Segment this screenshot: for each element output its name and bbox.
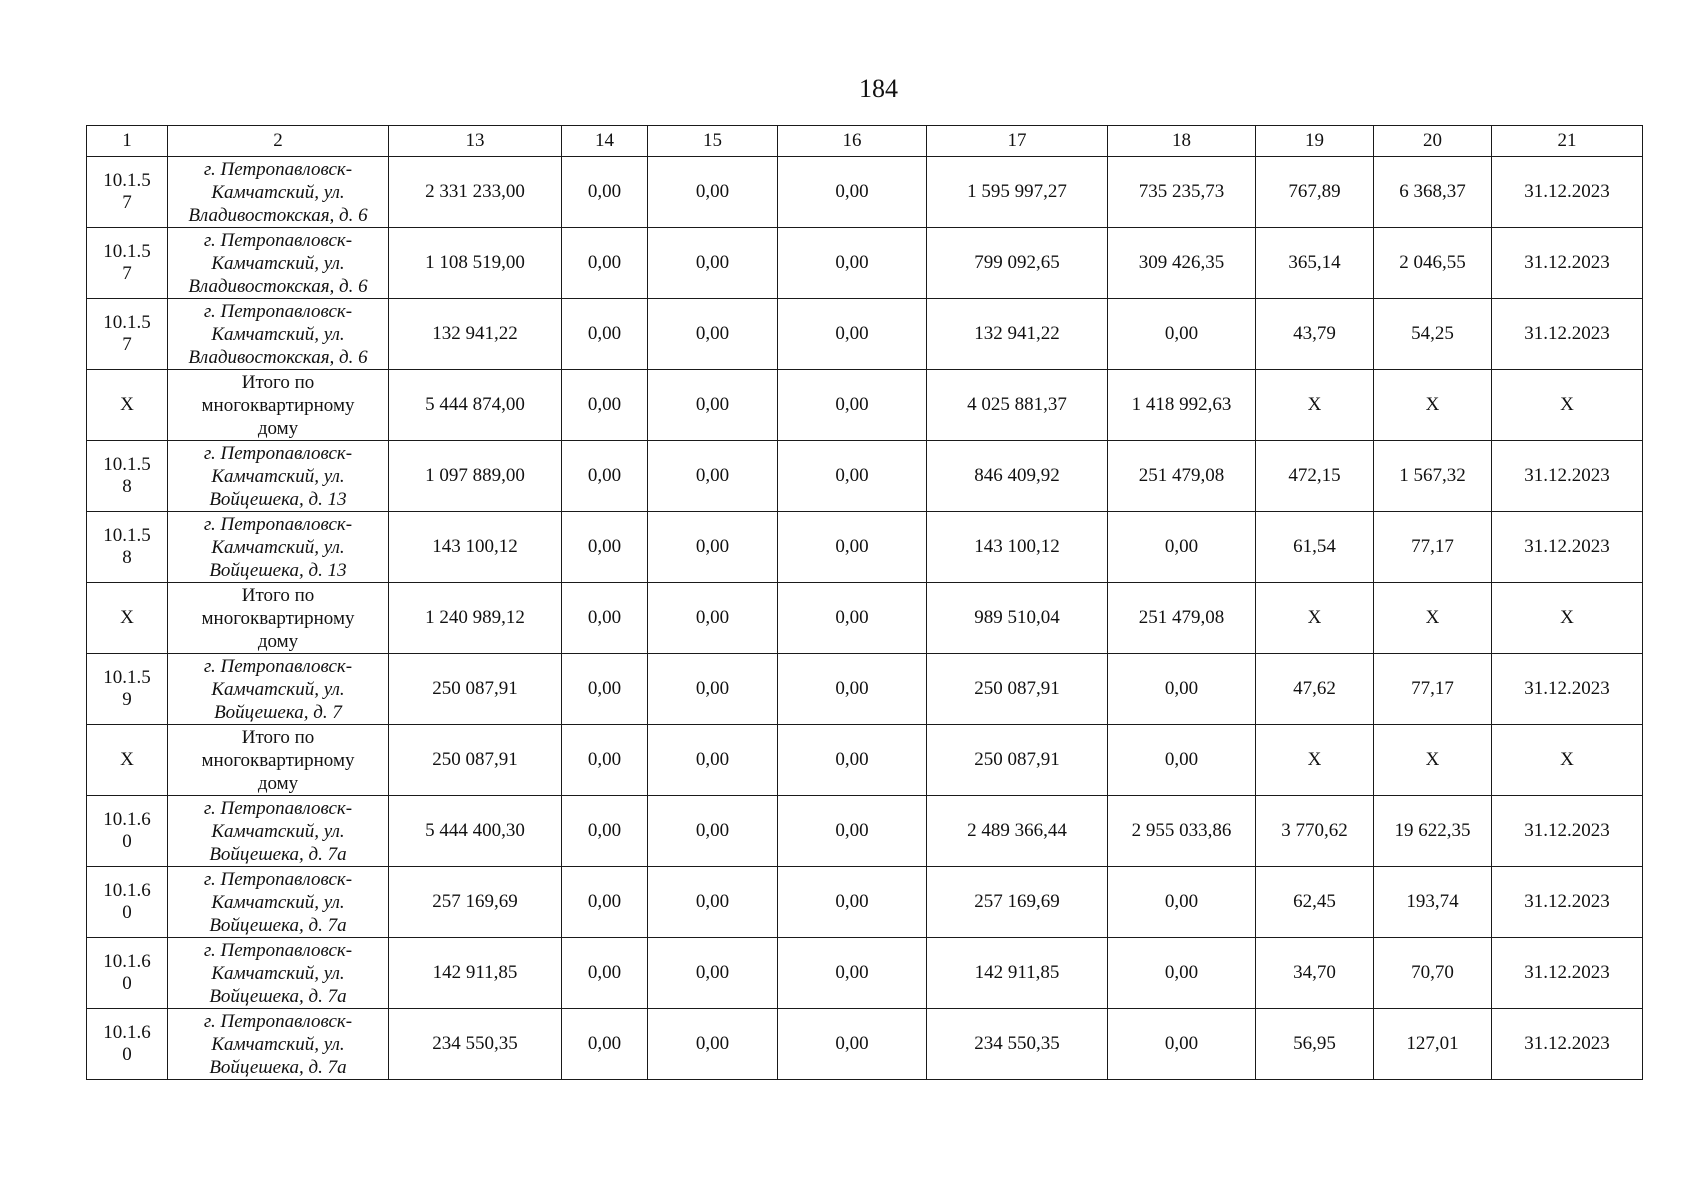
value-cell: 1 097 889,00 bbox=[389, 441, 562, 512]
value-cell: 31.12.2023 bbox=[1492, 867, 1643, 938]
row-number: 10.1.6 0 bbox=[103, 809, 151, 852]
table-row bbox=[87, 938, 1643, 1009]
column-header: 14 bbox=[562, 126, 648, 157]
value-cell: X bbox=[1256, 583, 1374, 654]
row-number: 10.1.5 7 bbox=[103, 170, 151, 213]
value-cell: 309 426,35 bbox=[1108, 228, 1256, 299]
value-cell: 0,00 bbox=[562, 370, 648, 441]
row-number: X bbox=[120, 394, 134, 415]
value-cell: 142 911,85 bbox=[927, 938, 1108, 1009]
value-cell: 0,00 bbox=[1108, 654, 1256, 725]
address-text: Итого по многоквартирному дому bbox=[201, 726, 355, 794]
row-number: 10.1.5 9 bbox=[103, 667, 151, 710]
value-cell: 0,00 bbox=[562, 157, 648, 228]
column-header: 1 bbox=[87, 126, 168, 157]
value-cell: 846 409,92 bbox=[927, 441, 1108, 512]
address-text: г. Петропавловск- Камчатский, ул. Владивостокская, д. 6 bbox=[188, 229, 368, 297]
value-cell: 0,00 bbox=[648, 867, 778, 938]
value-cell: 54,25 bbox=[1374, 299, 1492, 370]
value-cell: 1 418 992,63 bbox=[1108, 370, 1256, 441]
header-row bbox=[87, 126, 1643, 157]
value-cell: 2 955 033,86 bbox=[1108, 796, 1256, 867]
value-cell: 77,17 bbox=[1374, 512, 1492, 583]
row-number: 10.1.5 7 bbox=[103, 241, 151, 284]
value-cell: 0,00 bbox=[1108, 512, 1256, 583]
table-row bbox=[87, 796, 1643, 867]
address-text: г. Петропавловск- Камчатский, ул. Владивостокская, д. 6 bbox=[188, 300, 368, 368]
value-cell: 0,00 bbox=[562, 1009, 648, 1080]
value-cell: 250 087,91 bbox=[927, 654, 1108, 725]
value-cell: 251 479,08 bbox=[1108, 441, 1256, 512]
row-number-cell bbox=[87, 512, 168, 583]
value-cell: 0,00 bbox=[778, 938, 927, 1009]
value-cell: 47,62 bbox=[1256, 654, 1374, 725]
value-cell: 0,00 bbox=[1108, 938, 1256, 1009]
address-cell bbox=[168, 654, 389, 725]
value-cell: 31.12.2023 bbox=[1492, 512, 1643, 583]
row-number-cell bbox=[87, 1009, 168, 1080]
value-cell: 0,00 bbox=[648, 796, 778, 867]
value-cell: 735 235,73 bbox=[1108, 157, 1256, 228]
address-text: г. Петропавловск- Камчатский, ул. Владивостокская, д. 6 bbox=[188, 158, 368, 226]
table-row bbox=[87, 654, 1643, 725]
value-cell: 250 087,91 bbox=[927, 725, 1108, 796]
row-number: X bbox=[120, 607, 134, 628]
row-number: 10.1.6 0 bbox=[103, 951, 151, 994]
value-cell: 4 025 881,37 bbox=[927, 370, 1108, 441]
row-number-cell bbox=[87, 370, 168, 441]
value-cell: 6 368,37 bbox=[1374, 157, 1492, 228]
table-row bbox=[87, 512, 1643, 583]
value-cell: 767,89 bbox=[1256, 157, 1374, 228]
address-cell bbox=[168, 583, 389, 654]
row-number: 10.1.5 8 bbox=[103, 525, 151, 568]
value-cell: 77,17 bbox=[1374, 654, 1492, 725]
table-row bbox=[87, 299, 1643, 370]
address-cell bbox=[168, 512, 389, 583]
value-cell: 0,00 bbox=[648, 441, 778, 512]
column-header: 19 bbox=[1256, 126, 1374, 157]
value-cell: 0,00 bbox=[562, 299, 648, 370]
table-body bbox=[87, 157, 1643, 1080]
address-cell bbox=[168, 1009, 389, 1080]
value-cell: 5 444 874,00 bbox=[389, 370, 562, 441]
value-cell: 0,00 bbox=[562, 867, 648, 938]
address-text: г. Петропавловск- Камчатский, ул. Войцешека, д. 13 bbox=[203, 513, 353, 581]
row-number-cell bbox=[87, 583, 168, 654]
value-cell: 0,00 bbox=[1108, 1009, 1256, 1080]
column-header: 17 bbox=[927, 126, 1108, 157]
address-cell bbox=[168, 370, 389, 441]
value-cell: 2 046,55 bbox=[1374, 228, 1492, 299]
value-cell: 234 550,35 bbox=[927, 1009, 1108, 1080]
value-cell: 0,00 bbox=[648, 938, 778, 1009]
value-cell: 799 092,65 bbox=[927, 228, 1108, 299]
value-cell: 31.12.2023 bbox=[1492, 299, 1643, 370]
value-cell: X bbox=[1492, 583, 1643, 654]
data-table bbox=[86, 125, 1643, 1080]
value-cell: 250 087,91 bbox=[389, 654, 562, 725]
column-header: 13 bbox=[389, 126, 562, 157]
value-cell: 0,00 bbox=[562, 796, 648, 867]
value-cell: 0,00 bbox=[778, 157, 927, 228]
row-number: 10.1.6 0 bbox=[103, 880, 151, 923]
address-text: г. Петропавловск- Камчатский, ул. Войцешека, д. 7а bbox=[203, 868, 353, 936]
column-header: 15 bbox=[648, 126, 778, 157]
value-cell: 31.12.2023 bbox=[1492, 654, 1643, 725]
value-cell: 31.12.2023 bbox=[1492, 796, 1643, 867]
row-number: 10.1.5 7 bbox=[103, 312, 151, 355]
value-cell: 61,54 bbox=[1256, 512, 1374, 583]
value-cell: 143 100,12 bbox=[927, 512, 1108, 583]
value-cell: 31.12.2023 bbox=[1492, 441, 1643, 512]
table-row bbox=[87, 725, 1643, 796]
table-header bbox=[87, 126, 1643, 157]
value-cell: 472,15 bbox=[1256, 441, 1374, 512]
address-cell bbox=[168, 725, 389, 796]
value-cell: 19 622,35 bbox=[1374, 796, 1492, 867]
column-header: 20 bbox=[1374, 126, 1492, 157]
table-row bbox=[87, 1009, 1643, 1080]
value-cell: X bbox=[1374, 583, 1492, 654]
value-cell: 0,00 bbox=[648, 583, 778, 654]
value-cell: X bbox=[1374, 725, 1492, 796]
value-cell: 56,95 bbox=[1256, 1009, 1374, 1080]
row-number-cell bbox=[87, 299, 168, 370]
value-cell: X bbox=[1374, 370, 1492, 441]
table-row bbox=[87, 583, 1643, 654]
row-number-cell bbox=[87, 867, 168, 938]
value-cell: 5 444 400,30 bbox=[389, 796, 562, 867]
address-cell bbox=[168, 867, 389, 938]
address-cell bbox=[168, 796, 389, 867]
value-cell: 0,00 bbox=[648, 228, 778, 299]
row-number-cell bbox=[87, 938, 168, 1009]
value-cell: 0,00 bbox=[562, 228, 648, 299]
value-cell: 62,45 bbox=[1256, 867, 1374, 938]
column-header: 21 bbox=[1492, 126, 1643, 157]
value-cell: 0,00 bbox=[1108, 725, 1256, 796]
table-row bbox=[87, 370, 1643, 441]
row-number-cell bbox=[87, 441, 168, 512]
value-cell: 0,00 bbox=[648, 1009, 778, 1080]
value-cell: 251 479,08 bbox=[1108, 583, 1256, 654]
value-cell: 142 911,85 bbox=[389, 938, 562, 1009]
value-cell: 127,01 bbox=[1374, 1009, 1492, 1080]
value-cell: 2 331 233,00 bbox=[389, 157, 562, 228]
value-cell: 0,00 bbox=[648, 299, 778, 370]
address-text: г. Петропавловск- Камчатский, ул. Войцешека, д. 13 bbox=[203, 442, 353, 510]
value-cell: 0,00 bbox=[1108, 867, 1256, 938]
value-cell: 0,00 bbox=[562, 512, 648, 583]
value-cell: 132 941,22 bbox=[927, 299, 1108, 370]
value-cell: 0,00 bbox=[648, 654, 778, 725]
value-cell: 0,00 bbox=[562, 441, 648, 512]
value-cell: 0,00 bbox=[1108, 299, 1256, 370]
value-cell: 31.12.2023 bbox=[1492, 938, 1643, 1009]
value-cell: 193,74 bbox=[1374, 867, 1492, 938]
table-row bbox=[87, 867, 1643, 938]
value-cell: 143 100,12 bbox=[389, 512, 562, 583]
value-cell: 31.12.2023 bbox=[1492, 228, 1643, 299]
row-number-cell bbox=[87, 157, 168, 228]
value-cell: 2 489 366,44 bbox=[927, 796, 1108, 867]
value-cell: 0,00 bbox=[562, 654, 648, 725]
value-cell: 0,00 bbox=[648, 157, 778, 228]
address-cell bbox=[168, 299, 389, 370]
column-header: 18 bbox=[1108, 126, 1256, 157]
row-number-cell bbox=[87, 654, 168, 725]
value-cell: 0,00 bbox=[778, 228, 927, 299]
value-cell: 0,00 bbox=[648, 512, 778, 583]
column-header: 16 bbox=[778, 126, 927, 157]
value-cell: 0,00 bbox=[778, 299, 927, 370]
value-cell: 31.12.2023 bbox=[1492, 1009, 1643, 1080]
value-cell: 1 108 519,00 bbox=[389, 228, 562, 299]
address-text: г. Петропавловск- Камчатский, ул. Войцешека, д. 7а bbox=[203, 939, 353, 1007]
value-cell: 257 169,69 bbox=[927, 867, 1108, 938]
value-cell: 0,00 bbox=[778, 583, 927, 654]
value-cell: 0,00 bbox=[778, 867, 927, 938]
value-cell: 0,00 bbox=[778, 512, 927, 583]
value-cell: 0,00 bbox=[778, 796, 927, 867]
address-text: Итого по многоквартирному дому bbox=[201, 584, 355, 652]
value-cell: 1 595 997,27 bbox=[927, 157, 1108, 228]
value-cell: 234 550,35 bbox=[389, 1009, 562, 1080]
value-cell: 0,00 bbox=[778, 441, 927, 512]
address-cell bbox=[168, 157, 389, 228]
address-text: г. Петропавловск- Камчатский, ул. Войцешека, д. 7а bbox=[203, 1010, 353, 1078]
row-number-cell bbox=[87, 796, 168, 867]
address-text: Итого по многоквартирному дому bbox=[201, 371, 355, 439]
value-cell: X bbox=[1492, 370, 1643, 441]
table-row bbox=[87, 441, 1643, 512]
row-number: 10.1.5 8 bbox=[103, 454, 151, 497]
value-cell: 1 567,32 bbox=[1374, 441, 1492, 512]
value-cell: 1 240 989,12 bbox=[389, 583, 562, 654]
value-cell: 0,00 bbox=[562, 725, 648, 796]
value-cell: 0,00 bbox=[648, 370, 778, 441]
table-row bbox=[87, 157, 1643, 228]
table-row bbox=[87, 228, 1643, 299]
value-cell: X bbox=[1492, 725, 1643, 796]
value-cell: 0,00 bbox=[562, 938, 648, 1009]
value-cell: 0,00 bbox=[778, 1009, 927, 1080]
value-cell: 31.12.2023 bbox=[1492, 157, 1643, 228]
value-cell: 3 770,62 bbox=[1256, 796, 1374, 867]
address-cell bbox=[168, 938, 389, 1009]
value-cell: 989 510,04 bbox=[927, 583, 1108, 654]
row-number-cell bbox=[87, 725, 168, 796]
value-cell: 0,00 bbox=[648, 725, 778, 796]
value-cell: 43,79 bbox=[1256, 299, 1374, 370]
value-cell: 70,70 bbox=[1374, 938, 1492, 1009]
value-cell: 0,00 bbox=[778, 725, 927, 796]
value-cell: 34,70 bbox=[1256, 938, 1374, 1009]
value-cell: 365,14 bbox=[1256, 228, 1374, 299]
row-number-cell bbox=[87, 228, 168, 299]
value-cell: 0,00 bbox=[778, 654, 927, 725]
row-number: X bbox=[120, 749, 134, 770]
address-text: г. Петропавловск- Камчатский, ул. Войцешека, д. 7 bbox=[203, 655, 353, 723]
address-cell bbox=[168, 228, 389, 299]
address-cell bbox=[168, 441, 389, 512]
value-cell: 250 087,91 bbox=[389, 725, 562, 796]
row-number: 10.1.6 0 bbox=[103, 1022, 151, 1065]
address-text: г. Петропавловск- Камчатский, ул. Войцешека, д. 7а bbox=[203, 797, 353, 865]
value-cell: 257 169,69 bbox=[389, 867, 562, 938]
page-number: 184 bbox=[859, 74, 898, 103]
value-cell: 0,00 bbox=[562, 583, 648, 654]
column-header: 2 bbox=[168, 126, 389, 157]
value-cell: 0,00 bbox=[778, 370, 927, 441]
value-cell: 132 941,22 bbox=[389, 299, 562, 370]
value-cell: X bbox=[1256, 725, 1374, 796]
value-cell: X bbox=[1256, 370, 1374, 441]
